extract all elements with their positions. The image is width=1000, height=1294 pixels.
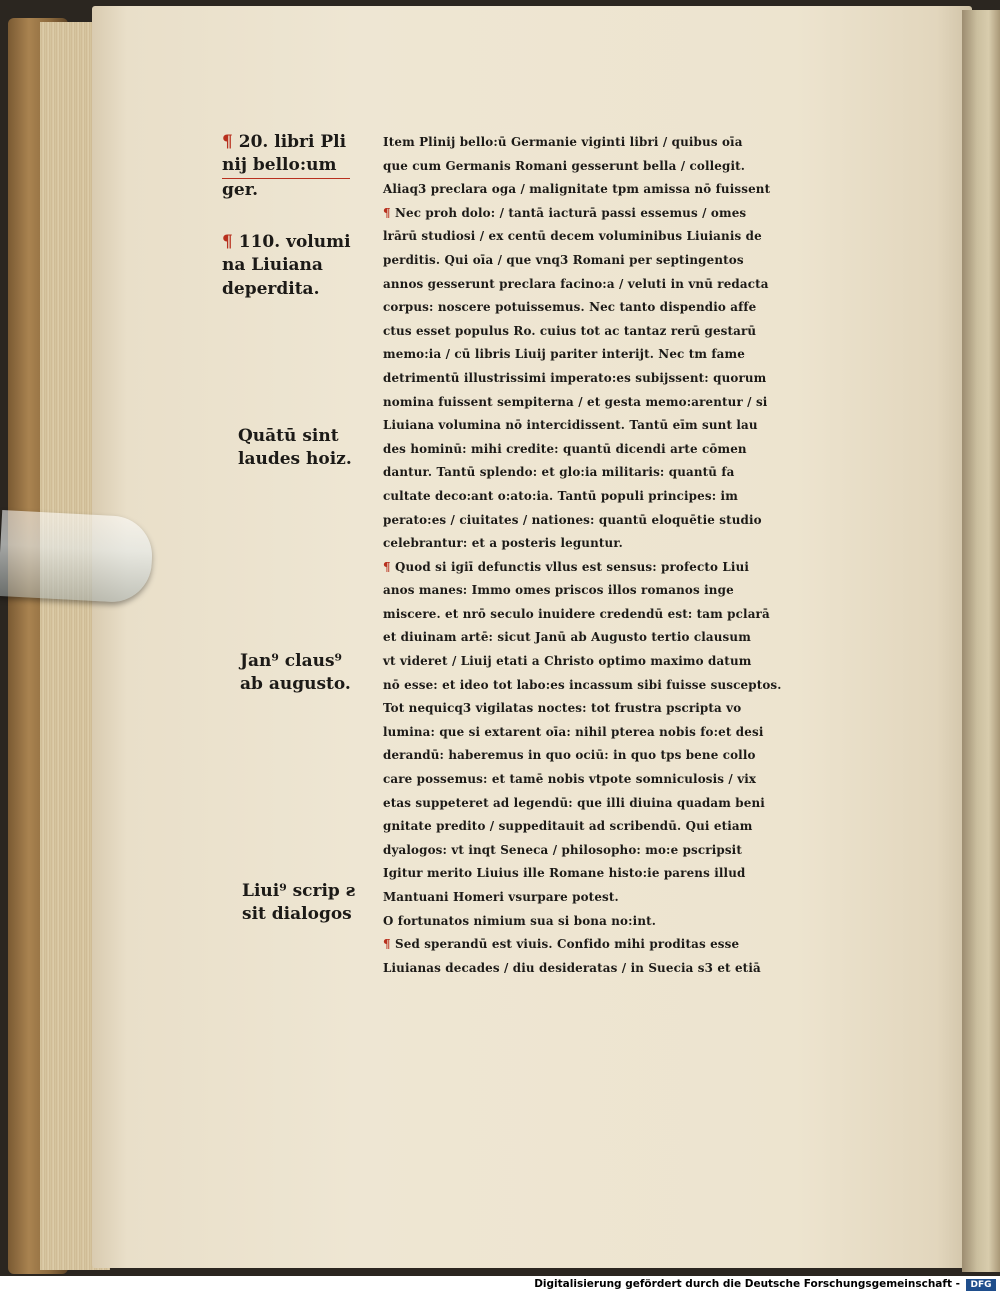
margin-note-line: ¶ 20. libri Pli [222,132,347,152]
text-line: memo:ia / cū libris Liuij pariter interijt. Nec tm fame [383,347,745,362]
footer-credit: Digitalisierung gefördert durch die Deutsche Forschungsgemeinschaft - [534,1278,960,1290]
text-line: miscere. et nrō seculo inuidere credendū est: tam pclarā [383,606,770,621]
text-line: nomina fuissent sempiterna / et gesta memo:arentur / si [383,394,768,409]
text-line: care possemus: et tamē nobis vtpote somniculosis / vix [383,772,757,787]
text-line: ¶ Quod si igiī defunctis vllus est sensus: profecto Liui [383,559,750,574]
margin-note-line: ¶ 110. volumi [222,232,351,252]
text-line: Liuianas decades / diu desideratas / in Suecia s3 et etiā [383,960,761,975]
footer-bar [0,1276,1000,1294]
text-line: lrārū studiosi / ex centū decem voluminibus Liuianis de [383,229,762,244]
pilcrow-mark: ¶ [222,132,233,152]
text-line: Liuiana volumina nō intercidissent. Tantū eīm sunt lau [383,418,758,433]
text-line: et diuinam artē: sicut Janū ab Augusto tertio clausum [383,630,751,645]
text-line: nō esse: et ideo tot labo:es incassum sibi fuisse susceptos. [383,677,782,692]
margin-note-line: na Liuiana [222,255,323,276]
text-line: ¶ Nec proh dolo: / tantā iacturā passi essemus / omes [383,205,747,220]
text-line: Aliaq3 preclara oga / malignitate tpm amissa nō fuissent [383,182,771,197]
margin-note-line: ab augusto. [240,674,351,695]
text-line: detrimentū illustrissimi imperato:es subijssent: quorum [383,370,767,385]
margin-note-line: deperdita. [222,278,320,299]
text-line: O fortunatos nimium sua si bona no:int. [383,913,657,928]
text-line: cultate deco:ant o:ato:ia. Tantū populi principes: im [383,488,738,503]
pilcrow-mark: ¶ [222,232,233,252]
pilcrow-mark: ¶ [383,559,391,574]
margin-note-line: Quātū sint [238,426,339,446]
text-line: annos gesserunt preclara facino:a / veluti in vnū redacta [383,276,769,291]
text-line: Item Plinij bello:ū Germanie viginti libri / quibus oīa [383,135,743,149]
margin-note-line: laudes hoiz. [238,449,352,470]
text-line: perato:es / ciuitates / nationes: quantū eloquētie studio [383,512,762,527]
margin-note-line: ger. [222,179,259,200]
margin-note-line: Liui⁹ scrip ƨ [242,881,356,901]
text-line: vt videret / Liuij etati a Christo optimo maximo datum [383,654,752,669]
page-clip-weight [0,510,154,604]
text-line: ctus esset populus Ro. cuius tot ac tantaz rerū gestarū [383,323,757,338]
text-line: Mantuani Homeri vsurpare potest. [383,890,619,904]
main-text-column [383,131,943,980]
text-line: des hominū: mihi credite: quantū dicendi arte cōmen [383,441,747,456]
text-line: corpus: noscere potuissemus. Nec tanto dispendio affe [383,300,757,315]
margin-note-line: Jan⁹ claus⁹ [240,651,342,671]
text-line: gnitate predito / suppeditauit ad scribendū. Qui etiam [383,819,753,834]
text-line: ¶ Sed sperandū est viuis. Confido mihi proditas esse [383,937,740,952]
margin-note-laudes [238,425,352,472]
text-line: dantur. Tantū splendo: et glo:ia militaris: quantū fa [383,465,735,480]
pilcrow-mark: ¶ [383,937,391,952]
margin-note-janus [240,650,351,697]
text-line: lumina: que si extarent oīa: nihil pterea nobis fo:et desi [383,724,764,739]
text-line: celebrantur: et a posteris leguntur. [383,536,623,551]
text-line: Tot nequicq3 vigilatas noctes: tot frustra pscripta vo [383,701,742,716]
dfg-logo: DFG [966,1279,996,1291]
margin-note-line: nij bello:um [222,154,350,178]
text-line: que cum Germanis Romani gesserunt bella / collegit. [383,158,746,173]
text-line: perditis. Qui oīa / que vnq3 Romani per septingentos [383,252,744,267]
margin-note-line: sit dialogos [242,904,352,925]
facing-page-edge [962,10,1000,1272]
text-line: derandū: haberemus in quo ociū: in quo tps bene collo [383,748,756,763]
text-line: Igitur merito Liuius ille Romane histo:ie parens illud [383,866,746,881]
margin-note-pliny [222,131,350,202]
text-line: etas suppeteret ad legendū: que illi diuina quadam beni [383,795,765,810]
text-line: anos manes: Immo omes priscos illos romanos inge [383,583,734,598]
pilcrow-mark: ¶ [383,205,391,220]
margin-note-dialogos [242,880,355,927]
margin-note-livy-volumes [222,231,351,301]
text-line: dyalogos: vt inqt Seneca / philosopho: mo:e pscripsit [383,842,742,857]
